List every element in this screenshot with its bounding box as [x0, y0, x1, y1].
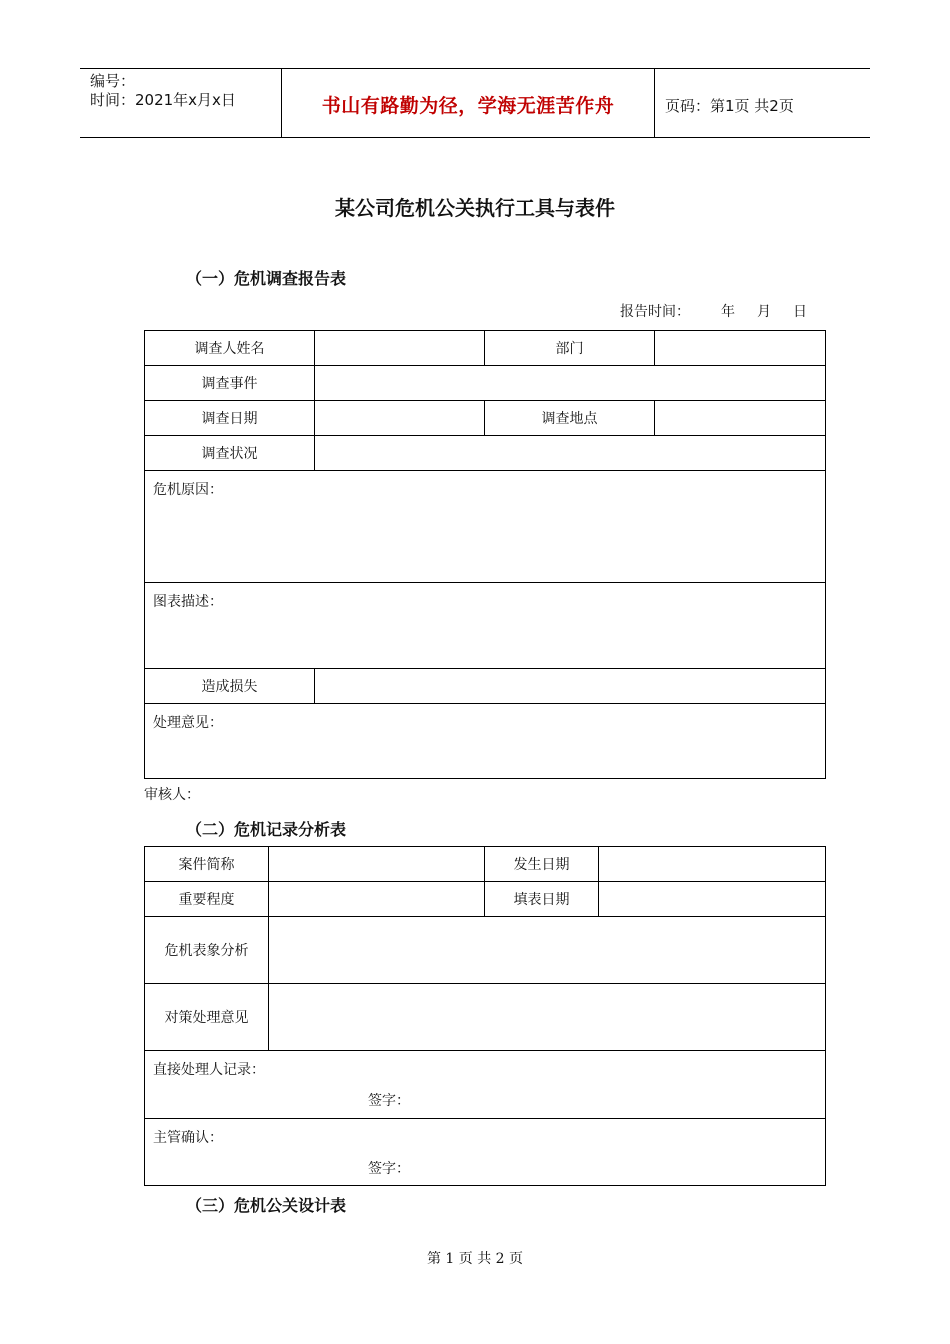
document-title: 某公司危机公关执行工具与表件	[335, 196, 615, 220]
department-field[interactable]	[655, 331, 826, 366]
occur-date-field[interactable]	[599, 847, 826, 882]
header-page-cell	[655, 69, 870, 137]
report-month-label: 月	[757, 304, 771, 320]
case-name-label: 案件简称	[145, 847, 269, 882]
department-label: 部门	[485, 331, 655, 366]
document-number-label: 编号：	[90, 72, 136, 90]
investigation-location-label: 调查地点	[485, 401, 655, 436]
investigation-event-field[interactable]	[315, 366, 826, 401]
chart-description-label: 图表描述：	[153, 594, 223, 610]
page-number-label: 页码：第1页 共2页	[665, 97, 794, 115]
case-name-field[interactable]	[269, 847, 485, 882]
crisis-cause-field[interactable]	[145, 471, 826, 583]
crisis-cause-label: 危机原因：	[153, 482, 223, 498]
investigation-date-field[interactable]	[315, 401, 485, 436]
countermeasure-label: 对策处理意见	[145, 984, 269, 1051]
report-day-label: 日	[793, 304, 807, 320]
loss-field[interactable]	[315, 669, 826, 704]
fill-date-label: 填表日期	[485, 882, 599, 917]
document-header	[80, 68, 870, 138]
fill-date-field[interactable]	[599, 882, 826, 917]
report-year-label: 年	[721, 304, 735, 320]
investigation-status-field[interactable]	[315, 436, 826, 471]
phenomenon-analysis-field[interactable]	[269, 917, 826, 984]
reviewer-label: 审核人：	[144, 787, 200, 803]
importance-field[interactable]	[269, 882, 485, 917]
investigation-status-label: 调查状况	[145, 436, 315, 471]
investigator-name-label: 调查人姓名	[145, 331, 315, 366]
investigation-date-label: 调查日期	[145, 401, 315, 436]
section1-heading: （一）危机调查报告表	[186, 269, 347, 288]
supervisor-signature-label: 签字：	[368, 1161, 410, 1177]
report-time-label: 报告时间：	[620, 304, 690, 320]
importance-label: 重要程度	[145, 882, 269, 917]
motto-text: 书山有路勤为径，学海无涯苦作舟	[321, 95, 615, 117]
investigator-name-field[interactable]	[315, 331, 485, 366]
direct-handler-record-field[interactable]	[145, 1051, 826, 1119]
section2-heading: （二）危机记录分析表	[186, 820, 347, 839]
header-meta-cell	[80, 69, 282, 137]
document-time-label: 时间：2021年x月x日	[90, 91, 236, 109]
countermeasure-field[interactable]	[269, 984, 826, 1051]
handling-opinion-label: 处理意见：	[153, 715, 223, 731]
direct-handler-record-label: 直接处理人记录：	[153, 1062, 265, 1078]
page-footer: 第 1 页 共 2 页	[426, 1251, 524, 1267]
direct-handler-signature-label: 签字：	[368, 1093, 410, 1109]
supervisor-confirm-field[interactable]	[145, 1119, 826, 1186]
investigation-event-label: 调查事件	[145, 366, 315, 401]
header-motto-cell	[282, 69, 655, 137]
chart-description-field[interactable]	[145, 583, 826, 669]
crisis-record-analysis-table	[144, 846, 826, 1186]
phenomenon-analysis-label: 危机表象分析	[145, 917, 269, 984]
section3-heading: （三）危机公关设计表	[186, 1196, 347, 1215]
crisis-investigation-table	[144, 330, 826, 779]
supervisor-confirm-label: 主管确认：	[153, 1130, 223, 1146]
investigation-location-field[interactable]	[655, 401, 826, 436]
loss-label: 造成损失	[145, 669, 315, 704]
handling-opinion-field[interactable]	[145, 704, 826, 779]
occur-date-label: 发生日期	[485, 847, 599, 882]
